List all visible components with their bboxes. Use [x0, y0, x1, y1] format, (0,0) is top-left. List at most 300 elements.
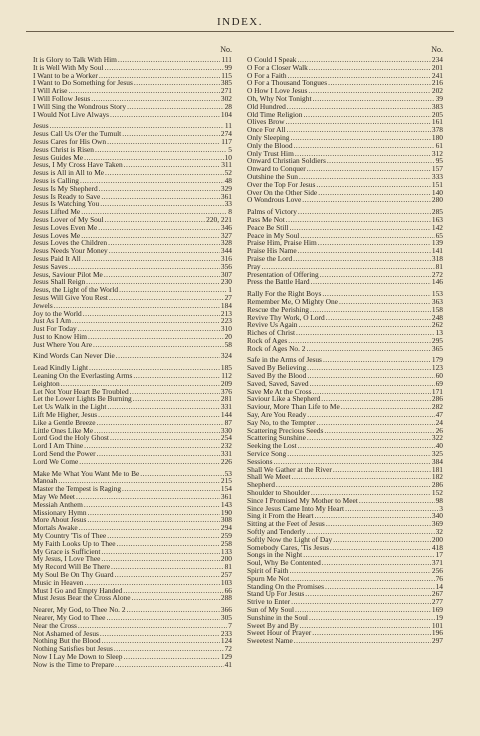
- hymn-title: Say, Are You Ready: [247, 410, 307, 420]
- hymn-number: 385: [220, 78, 232, 88]
- dot-leader: [312, 629, 431, 637]
- hymn-title: Oh, Why Not Tonight: [247, 93, 312, 103]
- dot-leader: [87, 516, 220, 524]
- hymn-title: Nothing Satisfies but Jesus: [33, 644, 113, 654]
- dot-leader: [98, 224, 220, 232]
- dot-leader: [318, 239, 431, 247]
- hymn-number: 256: [431, 566, 443, 575]
- hymn-number: 7: [228, 620, 232, 630]
- dot-leader: [296, 329, 435, 337]
- hymn-title: Spirit of Faith: [247, 566, 289, 575]
- hymn-number: 129: [220, 651, 232, 661]
- hymn-number: 14: [435, 581, 443, 591]
- hymn-title: Missionary Hymn: [33, 507, 87, 517]
- hymn-number: 72: [224, 644, 232, 654]
- hymn-number: 144: [220, 410, 232, 420]
- dot-leader: [286, 118, 431, 126]
- hymn-title: Shepherd: [247, 480, 275, 490]
- dot-leader: [316, 181, 431, 189]
- hymn-number: 262: [431, 320, 443, 330]
- hymn-title: Songs in the Night: [247, 550, 303, 560]
- hymn-title: Peace in My Soul: [247, 230, 300, 240]
- hymn-number: 361: [220, 492, 232, 502]
- hymn-number: 58: [224, 339, 232, 349]
- hymn-title: Jesus Call Us O'er the Tumult: [33, 129, 122, 139]
- hymn-number: 181: [431, 464, 443, 474]
- hymn-number: 241: [431, 70, 443, 80]
- dot-leader: [299, 321, 431, 329]
- hymn-number: 280: [431, 195, 443, 205]
- index-entry: [247, 637, 443, 645]
- dot-leader: [102, 637, 220, 645]
- hymn-number: 3: [439, 503, 443, 513]
- dot-leader: [322, 290, 431, 298]
- hymn-title: Jesus Loves Even Me: [33, 222, 98, 232]
- hymn-title: Only the Blood: [247, 140, 293, 150]
- dot-leader: [295, 606, 431, 614]
- hymn-title: Somebody Cares, 'Tis Jesus: [247, 542, 329, 552]
- hymn-number: 215: [220, 476, 232, 486]
- hymn-number: 371: [431, 558, 443, 568]
- dot-leader: [308, 87, 431, 95]
- hymn-number: 340: [431, 511, 443, 521]
- hymn-number: 232: [220, 441, 232, 451]
- hymn-number: 216: [431, 78, 443, 88]
- right-number-header: No.: [431, 45, 443, 54]
- hymn-number: 329: [220, 183, 232, 193]
- hymn-number: 141: [431, 246, 443, 256]
- hymn-title: Leighton: [33, 378, 60, 388]
- hymn-title: Kind Words Can Never Die: [33, 351, 115, 361]
- hymn-number: 318: [431, 253, 443, 263]
- dot-leader: [326, 520, 431, 528]
- dot-leader: [305, 590, 431, 598]
- hymn-title: Jesus Needs Your Money: [33, 246, 108, 256]
- dot-leader: [78, 325, 220, 333]
- hymn-title: Master the Tempest is Raging: [33, 484, 122, 494]
- dot-leader: [325, 583, 435, 591]
- dot-leader: [101, 193, 220, 201]
- hymn-number: 282: [431, 402, 443, 412]
- hymn-number: 179: [431, 355, 443, 365]
- index-entry: [33, 661, 232, 669]
- hymn-number: 363: [431, 296, 443, 306]
- hymn-title: Jesus Cares for His Own: [33, 136, 107, 146]
- hymn-title: Onward Christian Soldiers: [247, 156, 326, 166]
- hymn-title: Lord God the Holy Ghost: [33, 433, 109, 443]
- hymn-title: Jesus Saves: [33, 261, 68, 271]
- dot-leader: [303, 111, 430, 119]
- hymn-title: O For a Thousand Tongues: [247, 78, 328, 88]
- hymn-title: Jesus Christ is Risen: [33, 144, 94, 154]
- hymn-number: 248: [431, 312, 443, 322]
- hymn-number: 157: [431, 164, 443, 174]
- hymn-title: Let Us Walk in the Light: [33, 402, 107, 412]
- dot-leader: [98, 411, 220, 419]
- hymn-title: Praise His Name: [247, 246, 297, 256]
- hymn-title: Must I Go and Empty Handed: [33, 585, 123, 595]
- index-entry: [247, 473, 443, 481]
- hymn-number: 158: [431, 304, 443, 314]
- hymn-number: 325: [431, 449, 443, 459]
- dot-leader: [127, 103, 224, 111]
- index-entry: [33, 594, 232, 602]
- hymn-title: Near the Cross: [33, 620, 77, 630]
- hymn-number: 271: [220, 86, 232, 96]
- index-entry: [33, 341, 232, 349]
- hymn-title: Just Where You Are: [33, 339, 92, 349]
- hymn-number: 307: [220, 269, 232, 279]
- hymn-number: 112: [221, 371, 232, 381]
- hymn-title: O Wondrous Love: [247, 195, 302, 205]
- hymn-title: I Want to Do Something for Jesus: [33, 78, 133, 88]
- hymn-number: 311: [221, 160, 232, 170]
- hymn-title: Olives Brow: [247, 117, 285, 127]
- hymn-title: Once For All: [247, 125, 286, 135]
- dot-leader: [117, 540, 220, 548]
- dot-leader: [100, 630, 220, 638]
- hymn-title: Sweet Hour of Prayer: [247, 628, 312, 638]
- dot-leader: [287, 450, 431, 458]
- hymn-number: 103: [220, 577, 232, 587]
- hymn-number: 139: [431, 238, 443, 248]
- hymn-title: Let Not Your Heart Be Troubled: [33, 386, 129, 396]
- hymn-number: 376: [220, 386, 232, 396]
- hymn-number: 60: [435, 371, 443, 381]
- dot-leader: [101, 548, 220, 556]
- hymn-title: Since I Promised My Mother to Meet: [247, 495, 358, 505]
- index-entry: [247, 345, 443, 353]
- hymn-title: Now I Lay Me Down to Sleep: [33, 651, 123, 661]
- dot-leader: [293, 255, 431, 263]
- hymn-title: I Will Arise: [33, 86, 68, 96]
- hymn-title: Jesus Is Ready to Save: [33, 191, 101, 201]
- hymn-number: 297: [431, 636, 443, 646]
- hymn-title: Sing it From the Heart: [247, 511, 314, 521]
- hymn-number: 327: [220, 230, 232, 240]
- hymn-number: 190: [220, 507, 232, 517]
- hymn-title: Rock of Ages: [247, 335, 288, 345]
- hymn-title: Riches of Christ: [247, 328, 296, 338]
- hymn-number: 201: [431, 62, 443, 72]
- hymn-number: 328: [220, 238, 232, 248]
- hymn-title: Lift Me Higher, Jesus: [33, 410, 98, 420]
- dot-leader: [333, 536, 431, 544]
- index-entry: [33, 470, 232, 478]
- dot-leader: [105, 64, 224, 72]
- hymn-number: 95: [435, 156, 443, 166]
- dot-leader: [291, 598, 431, 606]
- dot-leader: [133, 372, 220, 380]
- hymn-title: Just As I Am: [33, 316, 71, 326]
- hymn-number: 87: [224, 417, 232, 427]
- index-entry: [247, 255, 443, 263]
- hymn-number: 13: [435, 328, 443, 338]
- hymn-number: 32: [435, 527, 443, 537]
- hymn-title: Revive Thy Work, O Lord: [247, 312, 325, 322]
- dot-leader: [318, 189, 431, 197]
- hymn-title: Manoah: [33, 476, 58, 486]
- dot-leader: [307, 364, 431, 372]
- hymn-number: 124: [220, 636, 232, 646]
- hymn-number: 365: [431, 343, 443, 353]
- hymn-number: 81: [224, 562, 232, 572]
- hymn-number: 5: [228, 144, 232, 154]
- hymn-title: O Could I Speak: [247, 55, 297, 64]
- dot-leader: [291, 134, 431, 142]
- hymn-title: Saved By the Blood: [247, 371, 307, 381]
- hymn-number: 98: [435, 495, 443, 505]
- index-entry: [247, 196, 443, 204]
- hymn-title: Pass Me Not: [247, 214, 285, 224]
- hymn-number: 180: [431, 132, 443, 142]
- dot-leader: [333, 466, 431, 474]
- hymn-number: 182: [431, 472, 443, 482]
- hymn-number: 369: [431, 519, 443, 529]
- hymn-title: Jesus, the Light of the World: [33, 285, 119, 295]
- hymn-number: 346: [220, 222, 232, 232]
- hymn-number: 104: [220, 109, 232, 119]
- dot-leader: [107, 403, 220, 411]
- hymn-title: It is Glory to Talk With Him: [33, 55, 117, 64]
- hymn-number: 69: [435, 378, 443, 388]
- dot-leader: [330, 544, 431, 552]
- dot-leader: [310, 380, 435, 388]
- hymn-number: 65: [435, 230, 443, 240]
- dot-leader: [88, 333, 224, 341]
- hymn-number: 285: [431, 207, 443, 217]
- hymn-title: Jesus Guides Me: [33, 152, 84, 162]
- hymn-title: Sitting at the Feet of Jesus: [247, 519, 325, 529]
- hymn-title: Jesus Paid It All: [33, 253, 81, 263]
- hymn-title: Seeking the Lost: [247, 441, 297, 451]
- dot-leader: [115, 571, 220, 579]
- dot-leader: [110, 434, 220, 442]
- hymn-title: Not Ashamed of Jesus: [33, 628, 99, 638]
- hymn-title: Peace Be Still: [247, 222, 289, 232]
- hymn-number: 19: [435, 612, 443, 622]
- hymn-number: 281: [220, 394, 232, 404]
- dot-leader: [104, 271, 220, 279]
- dot-leader: [79, 458, 220, 466]
- left-column: [33, 44, 232, 669]
- hymn-number: 154: [220, 484, 232, 494]
- hymn-title: Leaning On the Everlasting Arms: [33, 371, 133, 381]
- hymn-number: 356: [220, 261, 232, 271]
- hymn-number: 277: [431, 597, 443, 607]
- dot-leader: [309, 614, 435, 622]
- hymn-number: 259: [220, 531, 232, 541]
- hymn-title: Now is the Time to Prepare: [33, 659, 115, 669]
- hymn-title: Jewels: [33, 300, 53, 310]
- hymn-title: Praise Him, Praise Him: [247, 238, 317, 248]
- hymn-number: 308: [220, 515, 232, 525]
- hymn-number: 81: [435, 261, 443, 271]
- index-entry: [33, 111, 232, 119]
- dot-leader: [322, 559, 431, 567]
- hymn-title: Presentation of Offering: [247, 269, 319, 279]
- hymn-title: Lead Kindly Light: [33, 363, 89, 373]
- hymn-title: Jesus, I My Cross Have Taken: [33, 160, 123, 170]
- dot-leader: [323, 356, 431, 364]
- hymn-number: 99: [224, 62, 232, 72]
- dot-leader: [97, 419, 224, 427]
- hymn-number: 196: [431, 628, 443, 638]
- hymn-title: My Soul Be On Thy Guard: [33, 570, 114, 579]
- hymn-number: 26: [435, 425, 443, 435]
- hymn-title: Jesus Is Watching You: [33, 199, 100, 209]
- hymn-number: 234: [431, 55, 443, 64]
- dot-leader: [123, 587, 223, 595]
- hymn-title: Palms of Victory: [247, 207, 297, 217]
- hymn-number: 28: [224, 101, 232, 111]
- dot-leader: [298, 208, 431, 216]
- dot-leader: [124, 653, 220, 661]
- hymn-title: Saved By Believing: [247, 363, 307, 373]
- hymn-number: 11: [224, 121, 232, 131]
- dot-leader: [312, 388, 430, 396]
- dot-leader: [127, 606, 220, 614]
- hymn-title: Sunshine in the Soul: [247, 612, 308, 622]
- hymn-title: Onward to Conquer: [247, 164, 306, 174]
- hymn-number: 169: [431, 604, 443, 614]
- dot-leader: [310, 306, 431, 314]
- hymn-title: O For a Faith: [247, 70, 287, 80]
- hymn-number: 200: [220, 554, 232, 564]
- dot-leader: [315, 512, 431, 520]
- hymn-number: 101: [431, 620, 443, 630]
- index-entry: [247, 278, 443, 286]
- dot-leader: [109, 294, 224, 302]
- hymn-title: My Record Will Be There: [33, 562, 111, 572]
- dot-leader: [97, 450, 220, 458]
- hymn-number: 344: [220, 246, 232, 256]
- dot-leader: [302, 196, 431, 204]
- hymn-number: 378: [431, 125, 443, 135]
- hymn-number: 200: [431, 534, 443, 544]
- hymn-number: 10: [224, 152, 232, 162]
- hymn-title: Pray: [247, 261, 261, 271]
- hymn-title: Safe in the Arms of Jesus: [247, 355, 322, 365]
- dot-leader: [307, 434, 431, 442]
- dot-leader: [287, 126, 431, 134]
- hymn-title: Jesus Lover of My Soul: [33, 214, 104, 224]
- hymn-number: 115: [221, 70, 232, 80]
- hymn-title: Only Trust Him: [247, 148, 294, 158]
- index-entry: [33, 352, 232, 360]
- dot-leader: [80, 177, 224, 185]
- hymn-number: 213: [220, 308, 232, 318]
- dot-leader: [287, 103, 431, 111]
- dot-leader: [100, 200, 223, 208]
- hymn-number: 33: [224, 199, 232, 209]
- hymn-title: Service Song: [247, 449, 287, 459]
- hymn-title: Softly Now the Light of Day: [247, 534, 333, 544]
- dot-leader: [294, 142, 435, 150]
- hymn-number: 230: [220, 277, 232, 287]
- hymn-number: 20: [224, 331, 232, 341]
- dot-leader: [130, 388, 220, 396]
- dot-leader: [311, 278, 431, 286]
- dot-leader: [83, 310, 220, 318]
- hymn-title: Just to Know Him: [33, 331, 87, 341]
- hymn-number: 330: [220, 425, 232, 435]
- hymn-title: Jesus Will Give You Rest: [33, 292, 108, 302]
- dot-leader: [114, 645, 224, 653]
- hymn-number: 310: [220, 324, 232, 334]
- hymn-title: Mortals Awake: [33, 523, 78, 533]
- dot-leader: [84, 501, 220, 509]
- index-entry: [33, 458, 232, 466]
- hymn-title: Spurn Me Not: [247, 573, 290, 583]
- hymn-title: Let the Lower Lights Be Burning: [33, 394, 132, 404]
- dot-leader: [93, 341, 224, 349]
- hymn-title: Jesus Shall Reign: [33, 277, 86, 287]
- dot-leader: [111, 563, 224, 571]
- dot-leader: [122, 130, 220, 138]
- hymn-title: Strive to Enter: [247, 597, 291, 607]
- hymn-number: 117: [221, 136, 232, 146]
- page-title: INDEX.: [217, 16, 263, 28]
- hymn-number: 366: [220, 605, 232, 615]
- hymn-title: Rescue the Perishing: [247, 304, 309, 314]
- hymn-title: My Faith Looks Up to Thee: [33, 538, 116, 548]
- hymn-number: 185: [220, 363, 232, 373]
- hymn-number: 27: [224, 292, 232, 302]
- dot-leader: [292, 473, 431, 481]
- dot-leader: [76, 493, 220, 501]
- hymn-title: Jesus is All in All to Me: [33, 168, 105, 178]
- hymn-number: 233: [220, 628, 232, 638]
- hymn-number: 66: [224, 585, 232, 595]
- hymn-title: Nearer, My God, to Thee No. 2: [33, 605, 126, 615]
- dot-leader: [286, 216, 431, 224]
- hymn-title: Rally For the Right Boys: [247, 289, 322, 299]
- hymn-title: Over the Top For Jesus: [247, 179, 316, 189]
- dot-leader: [313, 95, 435, 103]
- dot-leader: [307, 411, 434, 419]
- dot-leader: [95, 146, 227, 154]
- hymn-title: Over On the Other Side: [247, 187, 318, 197]
- dot-leader: [106, 614, 219, 622]
- hymn-title: It is Well With My Soul: [33, 62, 104, 72]
- hymn-title: Praise the Lord: [247, 253, 293, 263]
- hymn-title: Scattering Precious Seeds: [247, 425, 324, 435]
- dot-leader: [116, 352, 220, 360]
- hymn-number: 1: [228, 285, 232, 295]
- hymn-number: 302: [220, 93, 232, 103]
- dot-leader: [299, 173, 431, 181]
- dot-leader: [345, 505, 438, 513]
- hymn-title: Lord Send the Power: [33, 449, 96, 459]
- hymn-number: 286: [431, 480, 443, 490]
- hymn-title: Jesus: [33, 121, 49, 131]
- dot-leader: [140, 470, 223, 478]
- hymn-number: 202: [431, 86, 443, 96]
- dot-leader: [294, 637, 431, 645]
- hymn-title: Jesus, Saviour Pilot Me: [33, 269, 103, 279]
- dot-leader: [307, 372, 434, 380]
- hymn-number: 39: [435, 93, 443, 103]
- hymn-number: 331: [220, 449, 232, 459]
- dot-leader: [72, 317, 220, 325]
- hymn-number: 143: [220, 499, 232, 509]
- dot-leader: [307, 345, 431, 353]
- hymn-number: 322: [431, 433, 443, 443]
- hymn-title: Remember Me, O Mighty One: [247, 296, 338, 306]
- hymn-title: Sessions: [247, 456, 273, 466]
- hymn-number: 316: [220, 253, 232, 263]
